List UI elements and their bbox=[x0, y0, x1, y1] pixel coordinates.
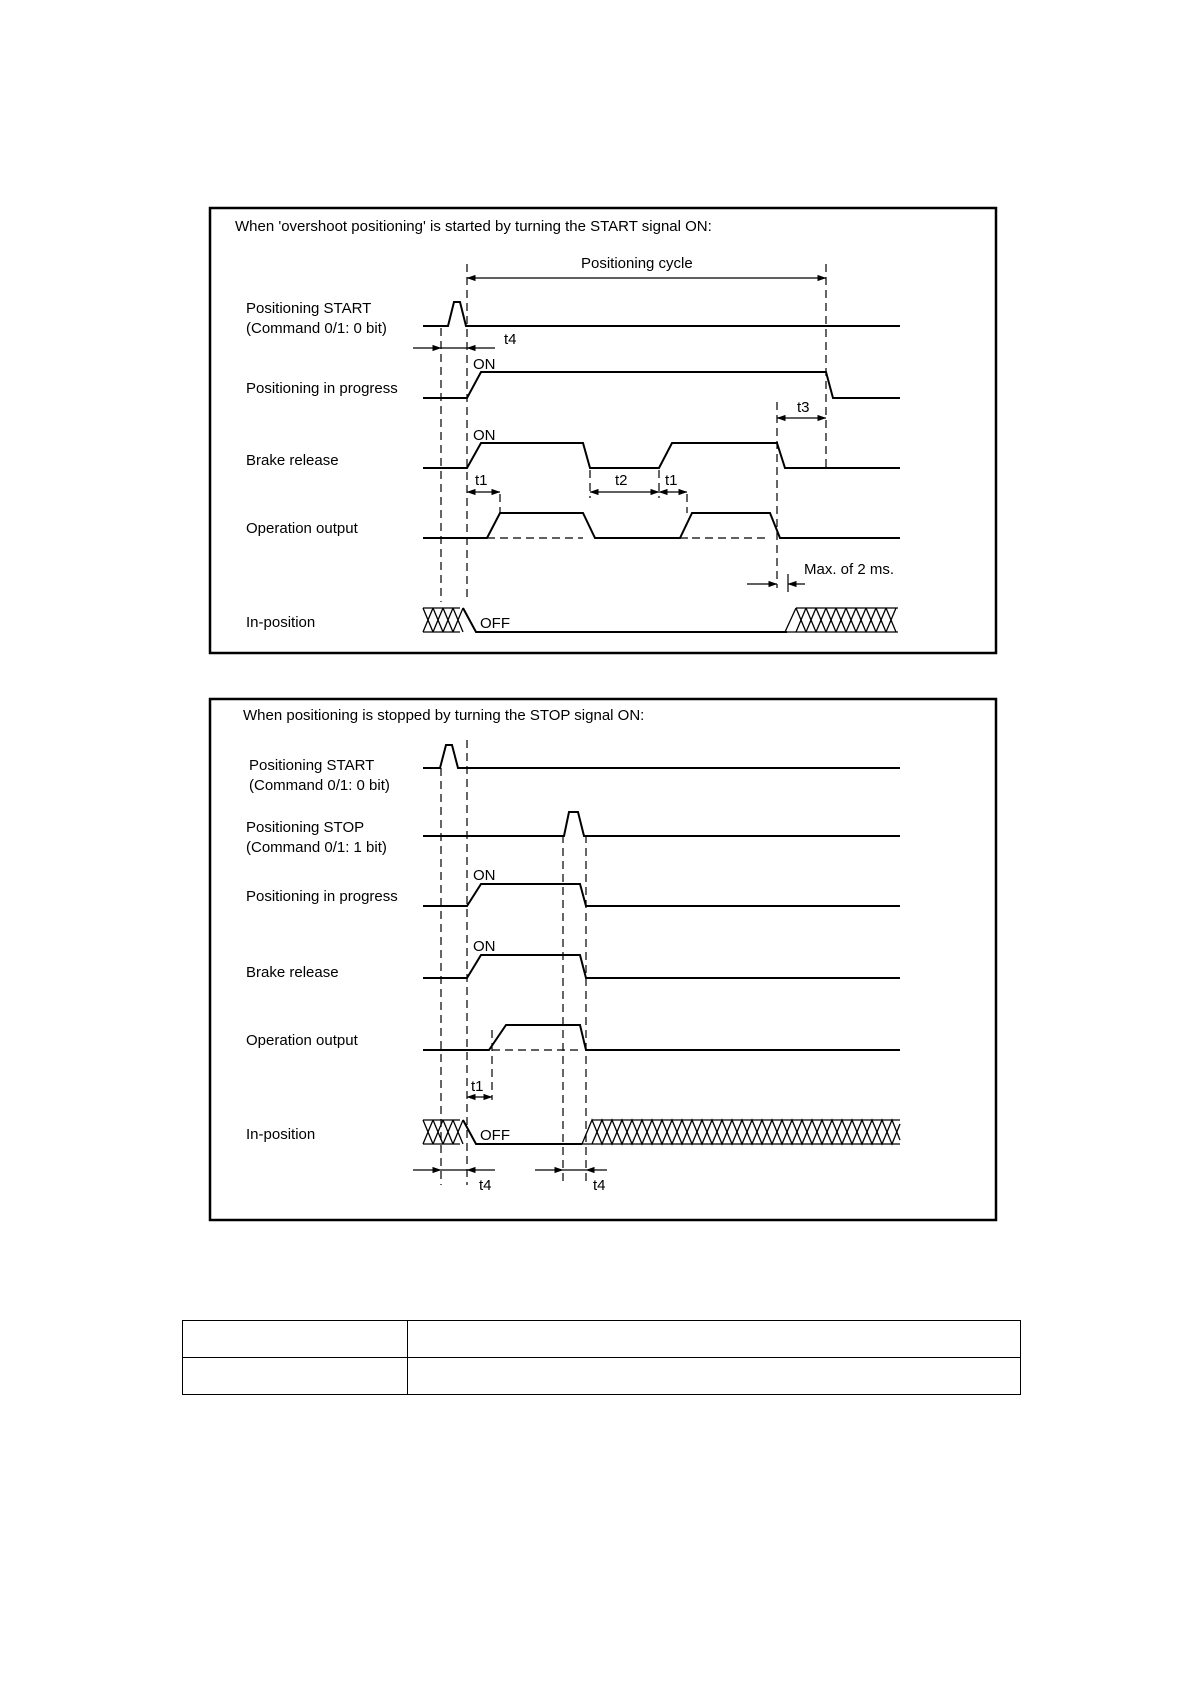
waveform-operation bbox=[423, 513, 900, 538]
t4-label: t4 bbox=[479, 1177, 492, 1194]
waveform-brake bbox=[423, 955, 900, 978]
signal-label-stop-command: (Command 0/1: 1 bit) bbox=[246, 839, 387, 856]
signal-label-in-progress: Positioning in progress bbox=[246, 380, 398, 397]
positioning-cycle-label: Positioning cycle bbox=[581, 255, 693, 272]
signal-label-inposition: In-position bbox=[246, 1126, 316, 1143]
t1-label: t1 bbox=[665, 472, 678, 489]
waveform-in-progress bbox=[423, 884, 900, 906]
signal-label-operation: Operation output bbox=[246, 1032, 358, 1049]
on-label-progress: ON bbox=[473, 356, 496, 373]
waveform-start bbox=[423, 302, 900, 326]
diagram-stop bbox=[210, 699, 996, 1220]
t1-label: t1 bbox=[471, 1078, 484, 1095]
waveform-operation-dashed bbox=[487, 513, 770, 538]
on-label-progress: ON bbox=[473, 867, 496, 884]
signal-label-start-command: (Command 0/1: 0 bit) bbox=[246, 320, 387, 337]
t4-label: t4 bbox=[504, 331, 517, 348]
signal-label-operation: Operation output bbox=[246, 520, 358, 537]
table-row bbox=[183, 1321, 1021, 1358]
t1-label: t1 bbox=[475, 472, 488, 489]
t2-label: t2 bbox=[615, 472, 628, 489]
table-cell bbox=[183, 1321, 408, 1358]
signal-label-start: Positioning START bbox=[246, 300, 372, 317]
signal-label-start-command: (Command 0/1: 0 bit) bbox=[249, 777, 390, 794]
diagram2-title: When positioning is stopped by turning the STOP signal ON: bbox=[243, 707, 645, 724]
table-cell bbox=[408, 1358, 1021, 1395]
waveform-in-progress bbox=[423, 372, 900, 398]
t3-label: t3 bbox=[797, 399, 810, 416]
signal-label-stop: Positioning STOP bbox=[246, 819, 365, 836]
on-label-brake: ON bbox=[473, 427, 496, 444]
waveform-stop bbox=[423, 812, 900, 836]
table-row bbox=[183, 1358, 1021, 1395]
off-label: OFF bbox=[480, 1127, 510, 1144]
diagram1-title: When 'overshoot positioning' is started by turning the START signal ON: bbox=[235, 218, 712, 235]
signal-label-start: Positioning START bbox=[249, 757, 375, 774]
waveform-start bbox=[423, 745, 900, 768]
signal-label-brake: Brake release bbox=[246, 964, 339, 981]
empty-table bbox=[182, 1320, 1021, 1395]
table-cell bbox=[183, 1358, 408, 1395]
waveform-operation bbox=[423, 1025, 900, 1050]
max-label: Max. of 2 ms. bbox=[804, 561, 895, 578]
diagram-overshoot-start bbox=[210, 208, 996, 653]
on-label-brake: ON bbox=[473, 938, 496, 955]
signal-label-inposition: In-position bbox=[246, 614, 316, 631]
diagram1-frame bbox=[210, 208, 996, 653]
table-cell bbox=[408, 1321, 1021, 1358]
t4-label: t4 bbox=[593, 1177, 606, 1194]
signal-label-brake: Brake release bbox=[246, 452, 339, 469]
signal-label-in-progress: Positioning in progress bbox=[246, 888, 398, 905]
waveform-brake bbox=[423, 443, 900, 468]
off-label: OFF bbox=[480, 615, 510, 632]
